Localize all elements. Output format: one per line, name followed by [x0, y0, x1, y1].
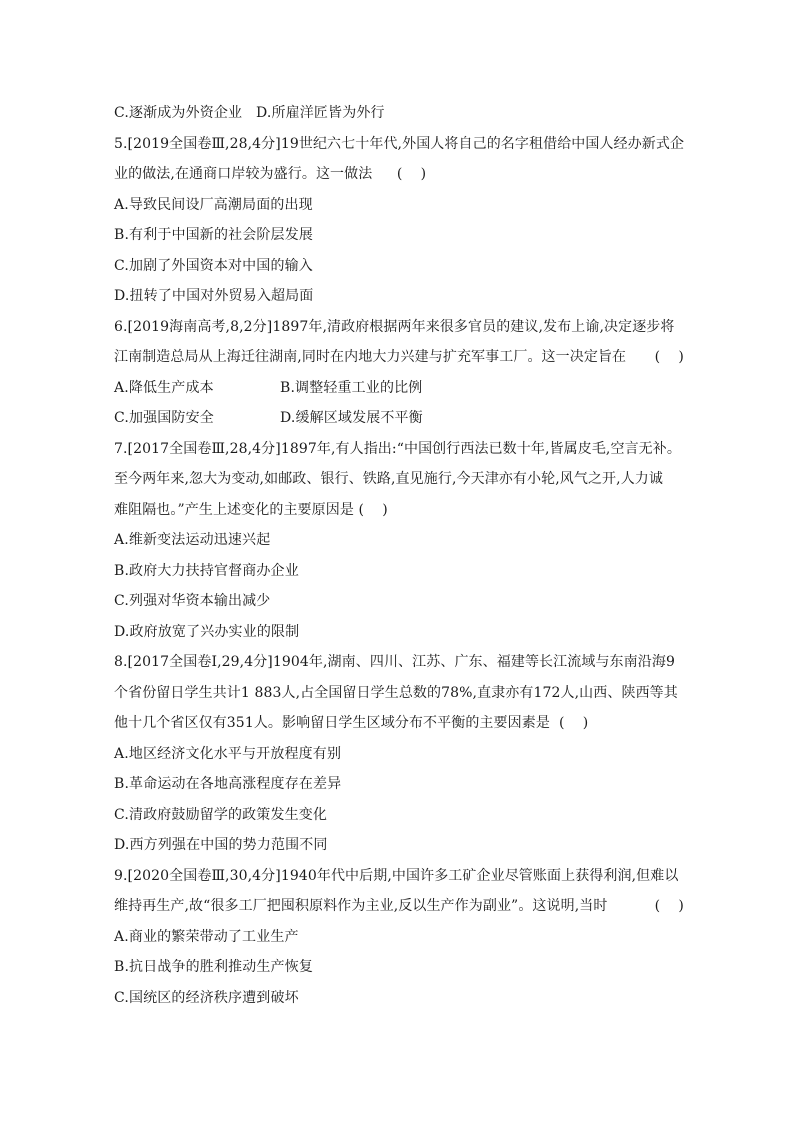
q8-option-d[interactable]: D.西方列强在中国的势力范围不同 — [114, 837, 328, 853]
q5-option-d[interactable]: D.扭转了中国对外贸易入超局面 — [114, 288, 314, 304]
q5-option-b[interactable]: B.有利于中国新的社会阶层发展 — [114, 227, 313, 243]
q4-options-cd: C.逐渐成为外资企业 D.所雇洋匠皆为外行 — [114, 105, 385, 121]
q7-option-a[interactable]: A.维新变法运动迅速兴起 — [114, 532, 271, 548]
q5-stem-line2 — [114, 159, 684, 190]
q7-stem-line3: 难阻隔也。”产生上述变化的主要原因是 ( ) — [114, 501, 388, 518]
q8-option-b[interactable]: B.革命运动在各地高涨程度存在差异 — [114, 776, 342, 792]
q6-options-ab — [114, 373, 684, 404]
q7-stem-line1: 7.[2017全国卷Ⅲ,28,4分]1897年,有人指出:“中国创行西法已数十年,皆属皮毛,空言无补。 — [114, 440, 681, 457]
q7-option-c[interactable]: C.列强对华资本输出减少 — [114, 593, 271, 609]
q6-stem-line2 — [114, 342, 684, 373]
q5-stem-text: 业的做法,在通商口岸较为盛行。这一做法 — [114, 166, 373, 182]
q6-stem-text: 江南制造总局从上海迁往湖南,同时在内地大力兴建与扩充军事工厂。这一决定旨在 — [114, 349, 627, 365]
q6-options-cd — [114, 403, 684, 434]
q9-stem-line1: 9.[2020全国卷Ⅲ,30,4分]1940年代中后期,中国许多工矿企业尽管账面上获得利润,但难以 — [114, 867, 679, 884]
q6-option-a[interactable]: A.降低生产成本 — [114, 379, 214, 396]
q9-option-a[interactable]: A.商业的繁荣带动了工业生产 — [114, 928, 299, 945]
q5-stem-line1: 5.[2019全国卷Ⅲ,28,4分]19世纪六七十年代,外国人将自己的名字租借给中国人经办新式企 — [114, 135, 685, 152]
q7-option-b[interactable]: B.政府大力扶持官督商办企业 — [114, 562, 299, 579]
q5-option-a[interactable]: A.导致民间设厂高潮局面的出现 — [114, 196, 313, 213]
q8-option-a[interactable]: A.地区经济文化水平与开放程度有别 — [114, 745, 342, 762]
q8-stem-line2: 个省份留日学生共计1 883人,占全国留日学生总数的78%,直隶亦有172人,山西、陕西等其 — [114, 684, 678, 701]
q9-option-c[interactable]: C.国统区的经济秩序遭到破坏 — [114, 989, 299, 1006]
q9-stem-text: 维持再生产,故“很多工厂把囤积原料作为主业,反以生产作为副业”。这说明,当时 — [114, 898, 608, 914]
q6-option-c[interactable]: C.加强国防安全 — [114, 410, 214, 426]
q5-option-c[interactable]: C.加剧了外国资本对中国的输入 — [114, 257, 313, 274]
q6-stem-line1: 6.[2019海南高考,8,2分]1897年,清政府根据两年来很多官员的建议,发布上谕,决定逐步将 — [114, 318, 675, 335]
q9-stem-line2 — [114, 891, 684, 922]
q9-answer-blank: ( ) — [654, 898, 684, 914]
q8-option-c[interactable]: C.清政府鼓励留学的政策发生变化 — [114, 806, 328, 823]
q9-option-b[interactable]: B.抗日战争的胜利推动生产恢复 — [114, 959, 313, 975]
q5-answer-blank: ( ) — [396, 166, 427, 182]
document-page — [114, 98, 684, 1013]
q6-option-d[interactable]: D.缓解区域发展不平衡 — [280, 410, 423, 426]
q7-stem-line2: 至今两年来,忽大为变动,如邮政、银行、铁路,直见施行,今天津亦有小轮,风气之开,人力诚 — [114, 471, 663, 487]
q8-stem-line1: 8.[2017全国卷Ⅰ,29,4分]1904年,湖南、四川、江苏、广东、福建等长江流域与东南沿海9 — [114, 654, 675, 670]
q8-stem-line3: 他十几个省区仅有351人。影响留日学生区域分布不平衡的主要因素是 ( ) — [114, 715, 589, 731]
q6-option-b[interactable]: B.调整轻重工业的比例 — [280, 379, 423, 396]
q7-option-d[interactable]: D.政府放宽了兴办实业的限制 — [114, 623, 300, 640]
q6-answer-blank: ( ) — [654, 349, 684, 365]
